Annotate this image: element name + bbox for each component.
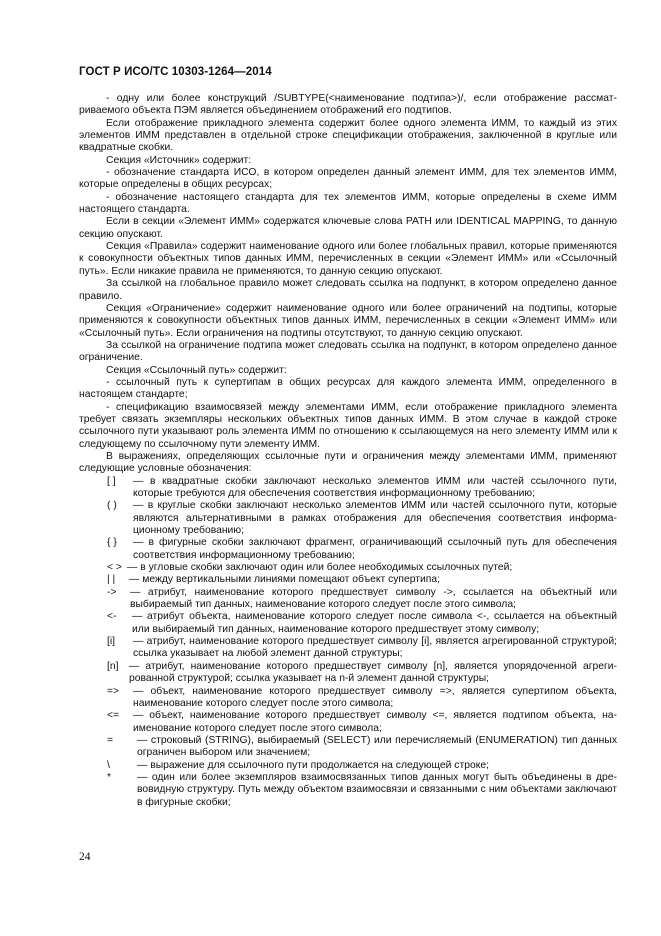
list-item: - обозначение настоящего стандарта для тех элементов ИММ, которые определены в схеме ИММ настоящего стандарта. bbox=[79, 191, 617, 216]
definition-item bbox=[79, 476, 617, 501]
paragraph: Секция «Ограничение» содержит наименование одного или более ограничений на подтипы, которые применяются к совокупности объектных типов данных ИММ, перечисленных в секции «Элемент ИММ» или «Ссылочный путь». Если ограничения на подтипы отсутствуют, то данную секцию опускают. bbox=[79, 302, 617, 339]
paragraph: - одну или более конструкций /SUBTYPE(<наименование подтипа>)/, если отображение рассматриваемого объекта ПЭМ является объединением отображений его подтипов. bbox=[79, 93, 617, 117]
definition-symbol: * bbox=[107, 771, 112, 783]
definition-text: — выражение для ссылочного пути продолжается на следующей строке; bbox=[137, 759, 489, 771]
definition-symbol: <= bbox=[107, 710, 120, 722]
definition-text: — в фигурные скобки заключают фрагмент, ограничивающий ссылочный путь для обеспечения соответствия информационному требованию; bbox=[133, 537, 617, 561]
definition-text: — атрибут, наименование которого предшествует символу [n], является упорядоченной агрегированной структурой; ссылка указывает на n-й элемент данной структуры; bbox=[129, 660, 617, 685]
definition-text: — атрибут объекта, наименование которого следует после символа <-, ссылается на объектный или выбираемый тип данных, наименование которого предшествует этому символу; bbox=[132, 611, 617, 635]
page-body bbox=[79, 93, 617, 809]
paragraph: За ссылкой на ограничение подтипа может следовать ссылка на подпункт, в котором определено данное ограничение. bbox=[79, 339, 617, 364]
definition-item bbox=[79, 686, 617, 711]
definition-item bbox=[79, 772, 617, 809]
paragraph: За ссылкой на глобальное правило может следовать ссылка на подпункт, в котором определено данное правило. bbox=[79, 278, 617, 302]
definition-symbol: [ ] bbox=[107, 475, 116, 487]
definition-symbol: <- bbox=[107, 611, 117, 623]
definition-symbol: = bbox=[107, 734, 114, 746]
definition-symbol: [i] bbox=[107, 636, 116, 648]
definition-symbol: [n] bbox=[107, 660, 119, 672]
definition-item bbox=[79, 500, 617, 537]
definition-text: — объект, наименование которого предшествует символу =>, является супертипом объекта, наименование которого следует после этого символа; bbox=[133, 685, 617, 709]
definition-symbol: { } bbox=[107, 537, 117, 549]
definition-item bbox=[79, 636, 617, 661]
definition-symbol: \ bbox=[107, 759, 110, 771]
paragraph: Секция «Ссылочный путь» содержит: bbox=[106, 364, 287, 376]
definition-item bbox=[79, 760, 617, 772]
definition-item bbox=[79, 710, 617, 735]
paragraph: Если отображение прикладного элемента содержит более одного элемента ИММ, то каждый из этих элементов ИММ представлен в отдельной строке спецификации отображения, заключенной в круглые или квадратные скобки. bbox=[79, 117, 617, 154]
definition-item bbox=[79, 562, 617, 574]
definition-text: — атрибут, наименование которого предшествует символу ->, ссылается на объектный или выбираемый тип данных, наименование которого следует после этого символа; bbox=[130, 586, 617, 611]
definition-item bbox=[79, 611, 617, 636]
definition-item bbox=[79, 661, 617, 686]
paragraph: Если в секции «Элемент ИММ» содержатся ключевые слова PATH или IDENTICAL MAPPING, то данную секцию опускают. bbox=[79, 216, 617, 240]
list-item: - ссылочный путь к супертипам в общих ресурсах для каждого элемента ИММ, определенного в настоящем стандарте; bbox=[79, 376, 617, 401]
definition-text: — в квадратные скобки заключают несколько элементов ИММ или частей ссылочного пути, которые требуются для обеспечения соответствия информационному требованию; bbox=[133, 475, 617, 499]
definition-text: — в угловые скобки заключают один или более необходимых ссылочных путей; bbox=[127, 562, 513, 574]
definition-symbol: => bbox=[107, 685, 120, 697]
definition-text: — в круглые скобки заключают несколько элементов ИММ или частей ссылочного пути, которые являются альтернативными в рамках отображения для обеспечения соответствия информационному требованию; bbox=[133, 500, 617, 537]
list-item: - обозначение стандарта ИСО, в котором определен данный элемент ИММ, для тех элементов ИММ, которые определены в общих ресурсах; bbox=[79, 167, 617, 191]
page-number: 24 bbox=[79, 851, 91, 863]
definition-symbol: < > bbox=[107, 562, 122, 574]
definition-symbol: | | bbox=[107, 574, 116, 586]
document-header: ГОСТ Р ИСО/ТС 10303-1264—2014 bbox=[79, 66, 272, 78]
definition-text: — между вертикальными линиями помещают объект супертипа; bbox=[129, 574, 441, 586]
definition-symbol: -> bbox=[107, 586, 117, 598]
definition-item bbox=[79, 587, 617, 612]
definition-text: — строковый (STRING), выбираемый (SELECT) или перечисляемый (ENUMERATION) тип данных ограничен выбором или значением; bbox=[137, 734, 617, 759]
paragraph: Секция «Источник» содержит: bbox=[106, 154, 252, 166]
definition-item bbox=[79, 735, 617, 760]
definition-text: — объект, наименование которого предшествует символу <=, является подтипом объекта, наименование которого следует после этого символа; bbox=[133, 710, 617, 734]
paragraph: Секция «Правила» содержит наименование одного или более глобальных правил, которые применяются к совокупности объектных типов данных ИММ, перечисленных в секции «Элемент ИММ» или «Ссылочный путь». Если никакие правила не применяются, то данную секцию опускают. bbox=[79, 241, 617, 277]
definition-text: — атрибут, наименование которого предшествует символу [i], является агрегированной структурой; ссылка указывает на любой элемент данной структуры; bbox=[133, 636, 617, 660]
definition-item bbox=[79, 537, 617, 562]
definition-symbol: ( ) bbox=[107, 500, 117, 512]
paragraph: В выражениях, определяющих ссылочные пути и ограничения между элементами ИММ, применяют следующие условные обозначения: bbox=[79, 450, 617, 475]
definition-text: — один или более экземпляров взаимосвязанных типов данных могут быть объединены в древовидную структуру. Путь между объектом взаимосвязи и связанными с ним объектами заключают в фигурные скобки; bbox=[137, 771, 617, 808]
list-item: - спецификацию взаимосвязей между элементами ИММ, если отображение прикладного элемента требует связать экземпляры нескольких объектных типов данных ИММ. В этом случае в каждой строке ссылочного пути указывают роль элемента ИММ по отношению к ссылающемуся на него элементу ИММ или к следующему по ссылочному пути элементу ИММ. bbox=[79, 401, 617, 450]
definition-item bbox=[79, 574, 617, 586]
